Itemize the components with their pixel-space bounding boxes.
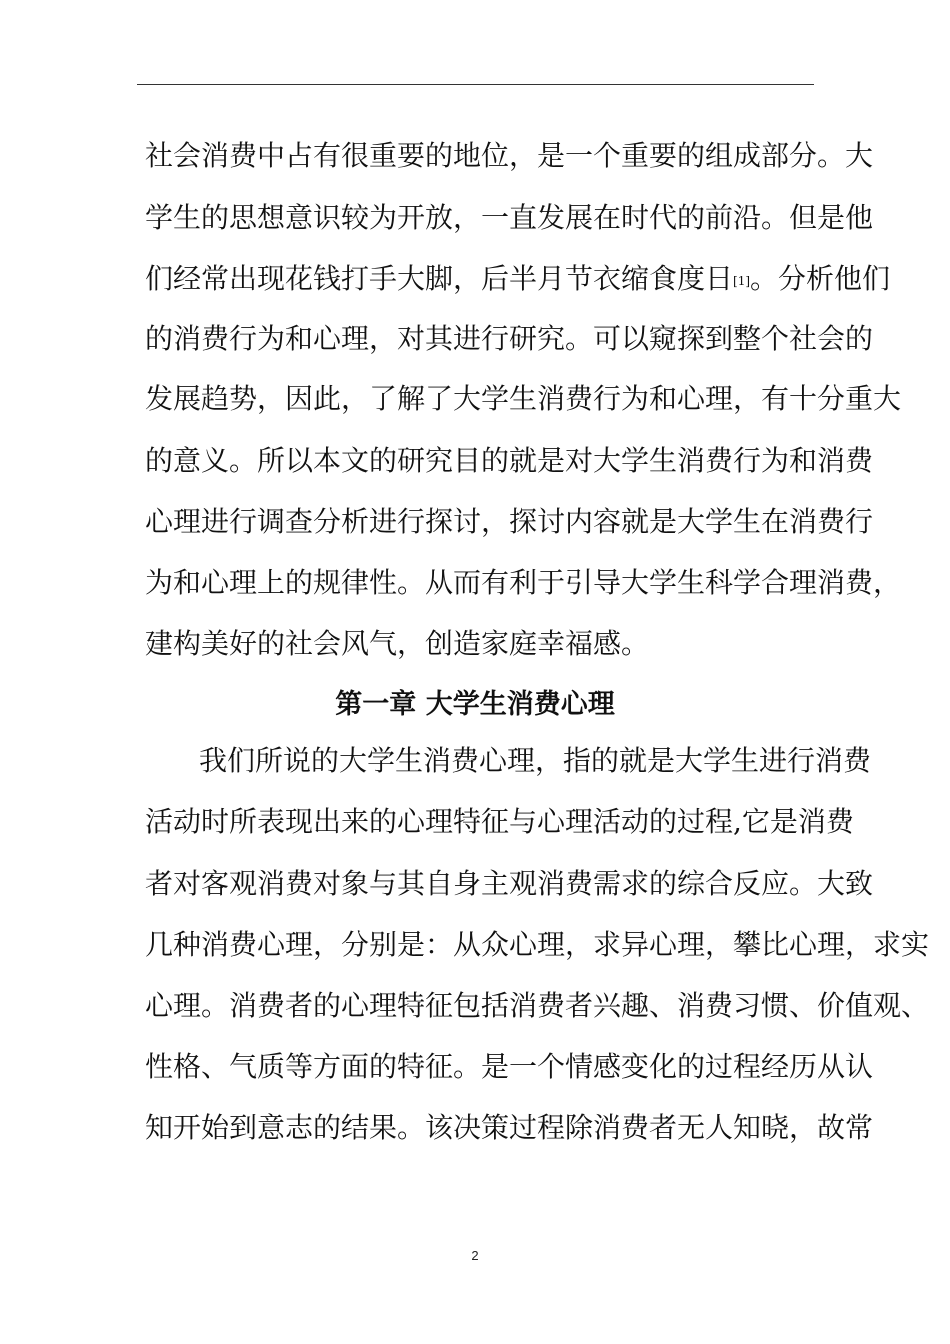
header-rule (137, 84, 814, 85)
text-line: 心理进行调查分析进行探讨，探讨内容就是大学生在消费行 (145, 505, 874, 538)
text-line: 我们所说的大学生消费心理，指的就是大学生进行消费 (199, 744, 872, 777)
text-line: 几种消费心理，分别是：从众心理，求异心理，攀比心理，求实 (145, 928, 930, 961)
text-line: 的消费行为和心理，对其进行研究。可以窥探到整个社会的 (145, 322, 874, 355)
text-line (145, 262, 890, 296)
text-line: 的意义。所以本文的研究目的就是对大学生消费行为和消费 (145, 444, 874, 477)
text-line-tail: 。分析他们 (750, 262, 891, 295)
text-line: 学生的思想意识较为开放，一直发展在时代的前沿。但是他 (145, 201, 874, 234)
text-line: 为和心理上的规律性。从而有利于引导大学生科学合理消费， (145, 566, 902, 599)
text-line: 发展趋势，因此，了解了大学生消费行为和心理，有十分重大 (145, 382, 902, 415)
text-line: 知开始到意志的结果。该决策过程除消费者无人知晓，故常 (145, 1111, 874, 1144)
text-line: 者对客观消费对象与其自身主观消费需求的综合反应。大致 (145, 867, 874, 900)
page-number: 2 (471, 1248, 479, 1263)
text-line-head: 们经常出现花钱打手大脚，后半月节衣缩食度日 (145, 262, 734, 295)
text-line: 性格、气质等方面的特征。是一个情感变化的过程经历从认 (145, 1050, 874, 1083)
text-line: 活动时所表现出来的心理特征与心理活动的过程,它是消费 (145, 805, 854, 838)
text-line: 心理。消费者的心理特征包括消费者兴趣、消费习惯、价值观、 (145, 989, 930, 1022)
text-line: 建构美好的社会风气，创造家庭幸福感。 (145, 627, 650, 660)
chapter-title: 第一章 大学生消费心理 (335, 689, 615, 720)
text-line: 社会消费中占有很重要的地位，是一个重要的组成部分。大 (145, 139, 874, 172)
citation-marker[interactable]: [1] (733, 274, 751, 288)
